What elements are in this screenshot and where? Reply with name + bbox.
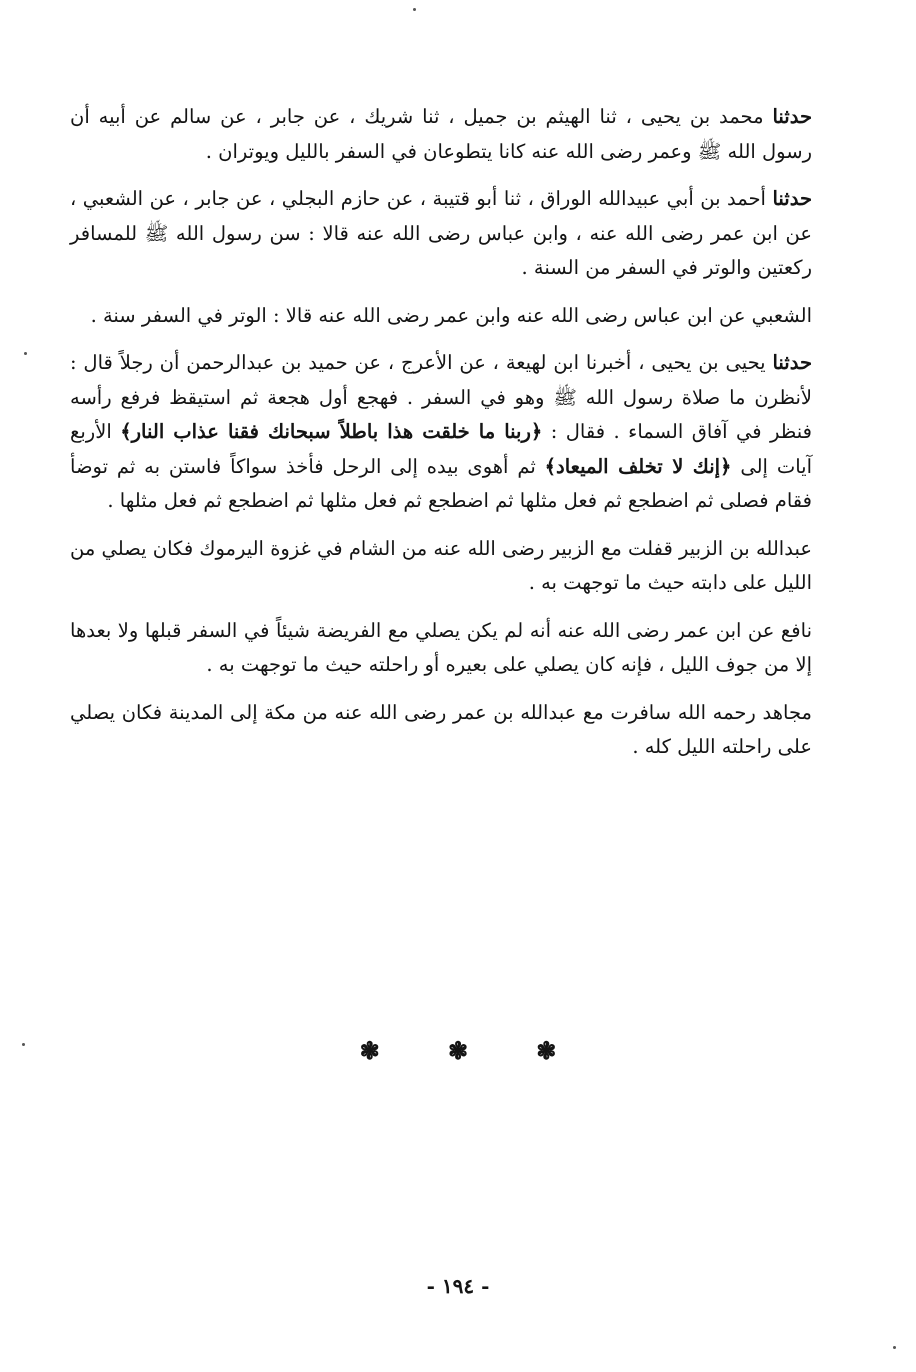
scan-speck	[24, 352, 27, 355]
hadith-lead-word: حدثنا	[772, 187, 812, 210]
hadith-text: الشعبي عن ابن عباس رضى الله عنه وابن عمر رضى الله عنه قالا : الوتر في السفر سنة .	[90, 303, 812, 327]
hadith-paragraph-5	[70, 532, 812, 601]
hadith-lead-word: حدثنا	[772, 351, 812, 374]
page-number: - ١٩٤ -	[426, 1274, 490, 1298]
hadith-text: عبدالله بن الزبير قفلت مع الزبير رضى الله عنه من الشام في غزوة اليرموك فكان يصلي من الليل على دابته حيث ما توجهت به .	[70, 536, 812, 594]
quran-quote: ﴿ربنا ما خلقت هذا باطلاً سبحانك فقنا عذاب النار﴾	[120, 420, 543, 443]
hadith-text: يحيى بن يحيى ، أخبرنا ابن لهيعة ، عن الأعرج ، عن حميد بن عبدالرحمن أن رجلاً قال : لأنظرن ما صلاة رسول الله ﷺ وهو في السفر . فهجع أول هجعة ثم استيقظ فرفع رأسه فنظر في آفاق السماء . فقال :	[70, 351, 812, 443]
hadith-paragraph-4	[70, 346, 812, 519]
hadith-lead-word: حدثنا	[772, 105, 812, 128]
hadith-text: نافع عن ابن عمر رضى الله عنه أنه لم يكن يصلي مع الفريضة شيئاً في السفر قبلها ولا بعدها إلا من جوف الليل ، فإنه كان يصلي على بعيره أو راحلته حيث ما توجهت به .	[70, 618, 812, 676]
hadith-paragraph-1	[70, 100, 812, 169]
hadith-paragraph-6	[70, 614, 812, 683]
star-ornament-icon: ❃	[447, 1036, 469, 1065]
section-separator	[0, 1036, 916, 1065]
hadith-text: محمد بن يحيى ، ثنا الهيثم بن جميل ، ثنا شريك ، عن جابر ، عن سالم عن أبيه أن رسول الله ﷺ وعمر رضى الله عنه كانا يتطوعان في السفر بالليل ويوتران .	[70, 105, 812, 163]
hadith-text: مجاهد رحمه الله سافرت مع عبدالله بن عمر رضى الله عنه من مكة إلى المدينة فكان يصلي على راحلته الليل كله .	[70, 700, 812, 758]
scan-speck	[413, 8, 416, 11]
hadith-text: ثم أهوى بيده إلى الرحل فأخذ سواكاً فاستن به ثم توضأ فقام فصلى ثم اضطجع ثم فعل مثلها ثم اضطجع ثم فعل مثلها ثم اضطجع ثم فعل مثلها .	[70, 454, 812, 512]
body-text	[70, 100, 812, 778]
quran-quote: ﴿إنك لا تخلف الميعاد﴾	[544, 454, 732, 478]
hadith-text: الأربع آيات إلى	[70, 420, 812, 478]
hadith-paragraph-7	[70, 696, 812, 765]
hadith-paragraph-3	[70, 299, 812, 334]
hadith-text: أحمد بن أبي عبيدالله الوراق ، ثنا أبو قتيبة ، عن حازم البجلي ، عن جابر ، عن الشعبي ، عن ابن عمر رضى الله عنه ، وابن عباس رضى الله عنه قالا : سن رسول الله ﷺ للمسافر ركعتين والوتر في السفر من السنة .	[70, 187, 812, 279]
scan-speck	[893, 1346, 896, 1349]
star-ornament-icon: ❃	[536, 1036, 557, 1065]
hadith-paragraph-2	[70, 182, 812, 286]
star-ornament-icon: ❃	[359, 1036, 380, 1065]
